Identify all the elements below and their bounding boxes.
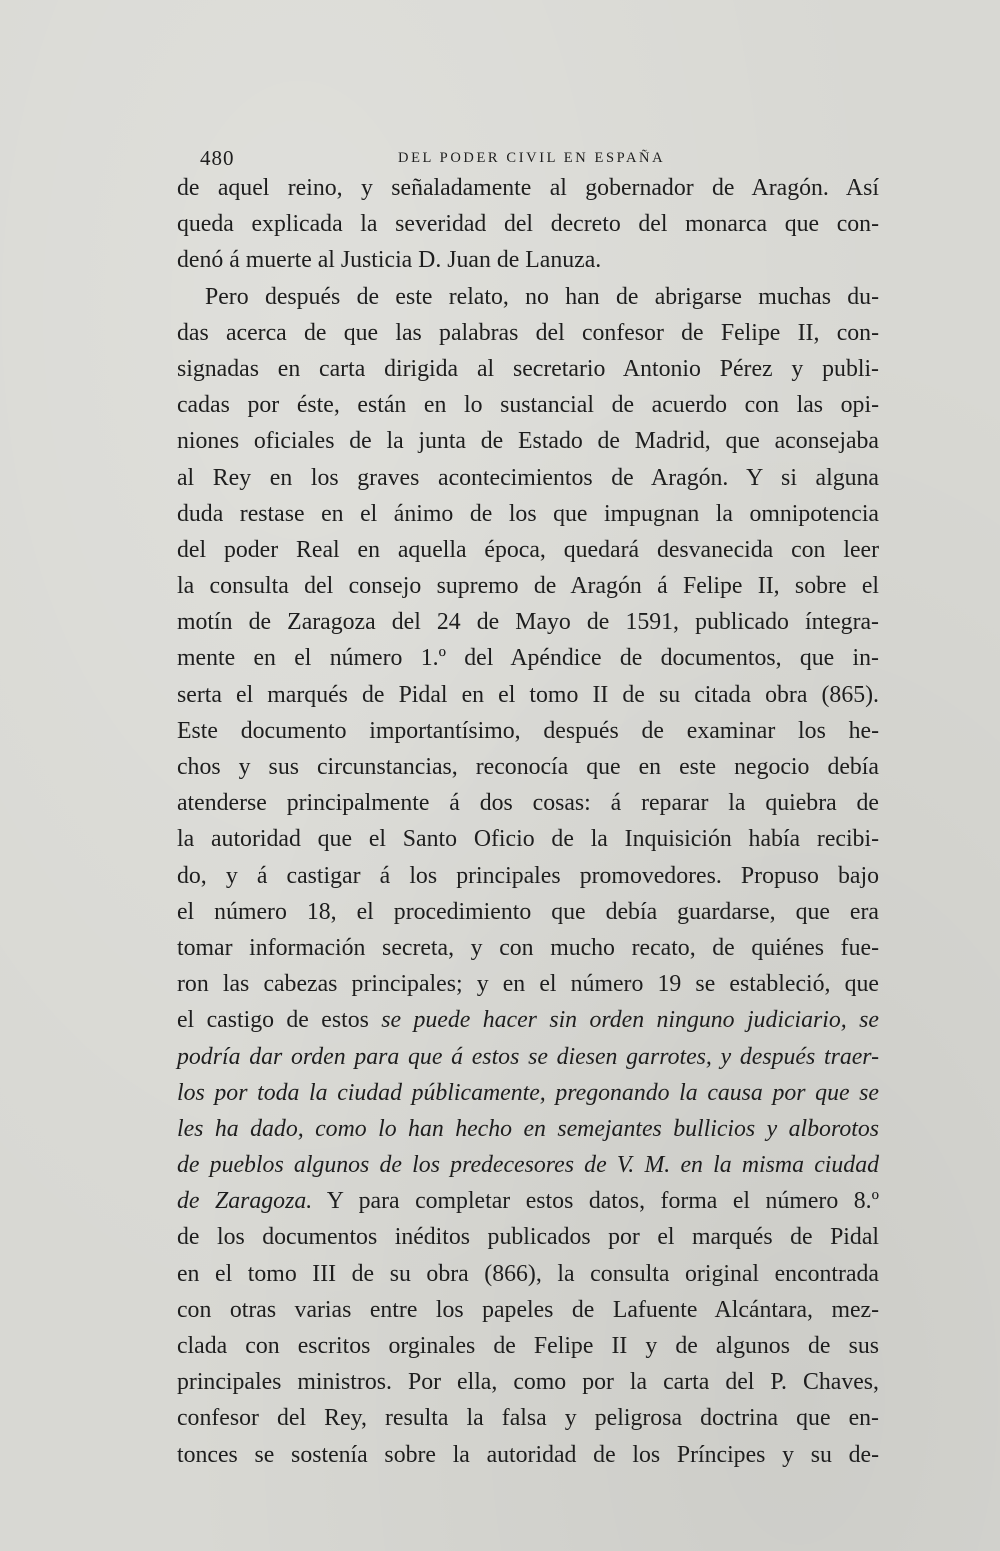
text-line xyxy=(177,1002,879,1038)
text-line xyxy=(177,966,879,1002)
text-run: serta el marqués de Pidal en el tomo II de su citada obra (865). xyxy=(177,681,879,708)
text-run: queda explicada la severidad del decreto del monarca que con- xyxy=(177,211,879,238)
text-line xyxy=(177,568,879,604)
text-run: con otras varias entre los papeles de Lafuente Alcántara, mez- xyxy=(177,1296,879,1323)
text-run: tonces se sostenía sobre la autoridad de los Príncipes y su de- xyxy=(177,1441,879,1468)
text-line xyxy=(177,423,879,459)
text-line xyxy=(177,1183,879,1219)
text-line xyxy=(177,640,879,676)
text-line xyxy=(177,1147,879,1183)
text-run: del poder Real en aquella época, quedará desvanecida con leer xyxy=(177,536,879,563)
text-line xyxy=(177,785,879,821)
text-run: Pero después de este relato, no han de abrigarse muchas du- xyxy=(205,283,879,310)
text-run: chos y sus circunstancias, reconocía que en este negocio debía xyxy=(177,754,879,780)
text-run: el número 18, el procedimiento que debía guardarse, que era xyxy=(177,898,879,925)
text-line xyxy=(177,387,879,423)
text-run: confesor del Rey, resulta la falsa y peligrosa doctrina que en- xyxy=(177,1405,879,1432)
text-run: signadas en carta dirigida al secretario Antonio Pérez y publi- xyxy=(177,355,879,382)
text-line xyxy=(177,749,879,785)
text-line xyxy=(177,1111,879,1147)
text-line xyxy=(177,460,879,496)
text-run: tomar información secreta, y con mucho recato, de quiénes fue- xyxy=(177,934,879,961)
text-run: el castigo de estos xyxy=(177,1007,382,1034)
text-run: do, y á castigar á los principales promovedores. Propuso bajo xyxy=(177,862,879,889)
text-run: motín de Zaragoza del 24 de Mayo de 1591, publicado íntegra- xyxy=(177,609,879,636)
text-run: de aquel reino, y señaladamente al gobernador de Aragón. Así xyxy=(177,175,879,201)
text-line xyxy=(177,1219,879,1255)
text-run: duda restase en el ánimo de los que impugnan la omnipotencia xyxy=(177,500,879,527)
text-run: la autoridad que el Santo Oficio de la Inquisición había recibi- xyxy=(177,826,879,853)
text-line xyxy=(177,1400,879,1436)
text-line xyxy=(177,930,879,966)
italic-text-run: se puede hacer sin orden ninguno judiciario, se xyxy=(381,1007,879,1034)
italic-text-run: de Zaragoza. xyxy=(177,1188,313,1215)
text-line xyxy=(177,1039,879,1075)
text-run: en el tomo III de su obra (866), la consulta original encontrada xyxy=(177,1260,879,1287)
text-run: de los documentos inéditos publicados por el marqués de Pidal xyxy=(177,1224,879,1251)
text-run: al Rey en los graves acontecimientos de Aragón. Y si alguna xyxy=(177,464,879,491)
text-line xyxy=(177,206,879,242)
body-text xyxy=(177,170,879,1473)
text-line xyxy=(177,604,879,640)
text-run: atenderse principalmente á dos cosas: á reparar la quiebra de xyxy=(177,790,879,817)
text-run: principales ministros. Por ella, como por la carta del P. Chaves, xyxy=(177,1369,879,1396)
text-run: clada con escritos orginales de Felipe II y de algunos de sus xyxy=(177,1333,879,1359)
text-run: denó á muerte al Justicia D. Juan de Lanuza. xyxy=(177,247,602,274)
running-head: DEL PODER CIVIL EN ESPAÑA xyxy=(398,150,666,166)
text-line xyxy=(177,1075,879,1111)
text-run: Este documento importantísimo, después de examinar los he- xyxy=(177,717,879,744)
text-run: niones oficiales de la junta de Estado de Madrid, que aconsejaba xyxy=(177,428,879,455)
text-line xyxy=(177,1328,879,1364)
text-line xyxy=(177,1256,879,1292)
text-line xyxy=(177,496,879,532)
text-line xyxy=(177,858,879,894)
text-run: mente en el número 1.º del Apéndice de documentos, que in- xyxy=(177,645,879,672)
text-line xyxy=(177,1292,879,1328)
text-run: Y para completar estos datos, forma el número 8.º xyxy=(312,1188,879,1215)
italic-text-run: de pueblos algunos de los predecesores de V. M. en la misma ciudad xyxy=(177,1152,879,1179)
text-run: la consulta del consejo supremo de Aragón á Felipe II, sobre el xyxy=(177,573,879,600)
text-line xyxy=(177,713,879,749)
page-number: 480 xyxy=(200,146,235,170)
text-run: ron las cabezas principales; y en el número 19 se estableció, que xyxy=(177,971,879,998)
text-line xyxy=(177,1364,879,1400)
text-line xyxy=(177,821,879,857)
italic-text-run: podría dar orden para que á estos se diesen garrotes, y después traer- xyxy=(177,1043,879,1070)
text-line xyxy=(177,170,879,206)
page-header xyxy=(200,146,878,170)
text-line xyxy=(177,279,879,315)
text-line xyxy=(177,315,879,351)
text-line xyxy=(177,894,879,930)
text-line xyxy=(177,1437,879,1473)
text-line xyxy=(177,351,879,387)
text-line xyxy=(177,677,879,713)
text-line xyxy=(177,532,879,568)
italic-text-run: los por toda la ciudad públicamente, pregonando la causa por que se xyxy=(177,1079,879,1106)
text-run: das acerca de que las palabras del confesor de Felipe II, con- xyxy=(177,319,879,346)
text-run: cadas por éste, están en lo sustancial de acuerdo con las opi- xyxy=(177,392,879,419)
text-line xyxy=(177,242,879,278)
italic-text-run: les ha dado, como lo han hecho en semejantes bullicios y alborotos xyxy=(177,1115,879,1142)
